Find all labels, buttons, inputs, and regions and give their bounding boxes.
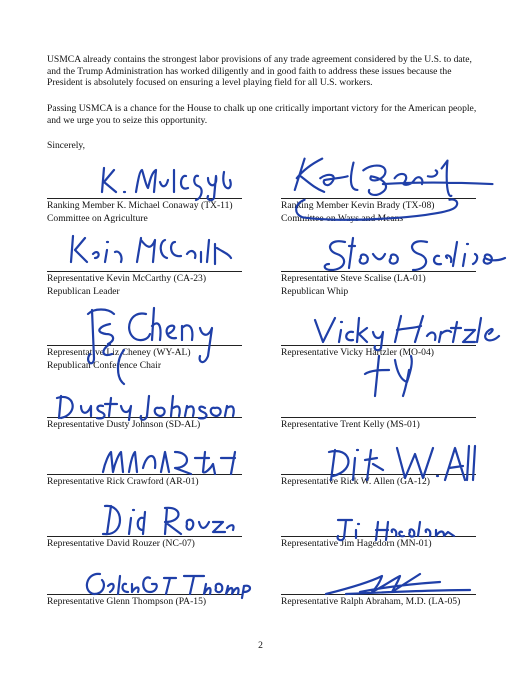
signatory-name: Representative Jim Hagedorn (MN-01) — [281, 538, 432, 549]
signature-rouzer — [55, 500, 285, 540]
signature-line — [281, 271, 476, 272]
body-paragraph-2: Passing USMCA is a chance for the House to chalk up one critically important victory for the American people, and we urge you to seize this opportunity. — [47, 103, 477, 126]
signature-line — [281, 417, 476, 418]
signature-block-hagedorn — [281, 536, 511, 550]
signatory-name: Representative Liz Cheney (WY-AL) — [47, 347, 191, 358]
signature-block-crawford — [47, 474, 277, 488]
signature-block-rouzer — [47, 536, 277, 550]
signature-block-kelly — [281, 417, 511, 431]
signatory-title: Committee on Ways and Means — [281, 212, 404, 224]
signatory-name: Representative Steve Scalise (LA-01) — [281, 273, 426, 284]
signature-block-mccarthy — [47, 271, 277, 297]
signature-block-thompson — [47, 594, 277, 608]
signatory-name: Representative Glenn Thompson (PA-15) — [47, 596, 207, 607]
signatory-title: Republican Leader — [47, 285, 120, 297]
signature-line — [281, 474, 476, 475]
signature-line — [47, 198, 242, 199]
signature-line — [47, 417, 242, 418]
signature-line — [281, 198, 476, 199]
signatory-name: Ranking Member K. Michael Conaway (TX-11) — [47, 200, 233, 211]
signatory-name: Representative Dusty Johnson (SD-AL) — [47, 419, 201, 430]
signature-block-conaway — [47, 198, 277, 224]
signature-line — [47, 594, 242, 595]
signature-mccarthy — [40, 228, 270, 274]
signature-block-johnson — [47, 417, 277, 431]
signature-line — [47, 271, 242, 272]
signatory-title: Republican Whip — [281, 285, 349, 297]
signature-conaway — [60, 162, 290, 202]
signature-block-cheney — [47, 345, 277, 371]
signatory-name: Representative Rick W. Allen (GA-12) — [281, 476, 430, 487]
signature-line — [47, 345, 242, 346]
closing-salutation: Sincerely, — [47, 140, 86, 151]
signatory-name: Representative Rick Crawford (AR-01) — [47, 476, 199, 487]
signature-block-abraham — [281, 594, 511, 608]
signature-block-brady — [281, 198, 511, 224]
signatory-name: Representative Ralph Abraham, M.D. (LA-05) — [281, 596, 461, 607]
signature-line — [281, 536, 476, 537]
signatory-name: Representative Vicky Hartzler (MO-04) — [281, 347, 434, 358]
signatory-name: Representative David Rouzer (NC-07) — [47, 538, 195, 549]
signature-line — [281, 345, 476, 346]
body-paragraph-1: USMCA already contains the strongest labor provisions of any trade agreement considered by the U.S. to date, and the Trump Administration has worked diligently and in good faith to address these issues because the President is absolutely focused on ensuring a level playing field for all U.S. workers. — [47, 54, 472, 89]
signature-line — [47, 474, 242, 475]
signature-block-hartzler — [281, 345, 511, 359]
signature-block-scalise — [281, 271, 511, 297]
signatory-name: Representative Kevin McCarthy (CA-23) — [47, 273, 207, 284]
signatory-name: Representative Trent Kelly (MS-01) — [281, 419, 420, 430]
signature-block-allen — [281, 474, 511, 488]
signatory-title: Committee on Agriculture — [47, 212, 148, 224]
signatory-name: Ranking Member Kevin Brady (TX-08) — [281, 200, 435, 211]
page-number: 2 — [258, 640, 263, 651]
signatory-title: Republican Conference Chair — [47, 359, 162, 371]
signature-line — [281, 594, 476, 595]
signature-line — [47, 536, 242, 537]
